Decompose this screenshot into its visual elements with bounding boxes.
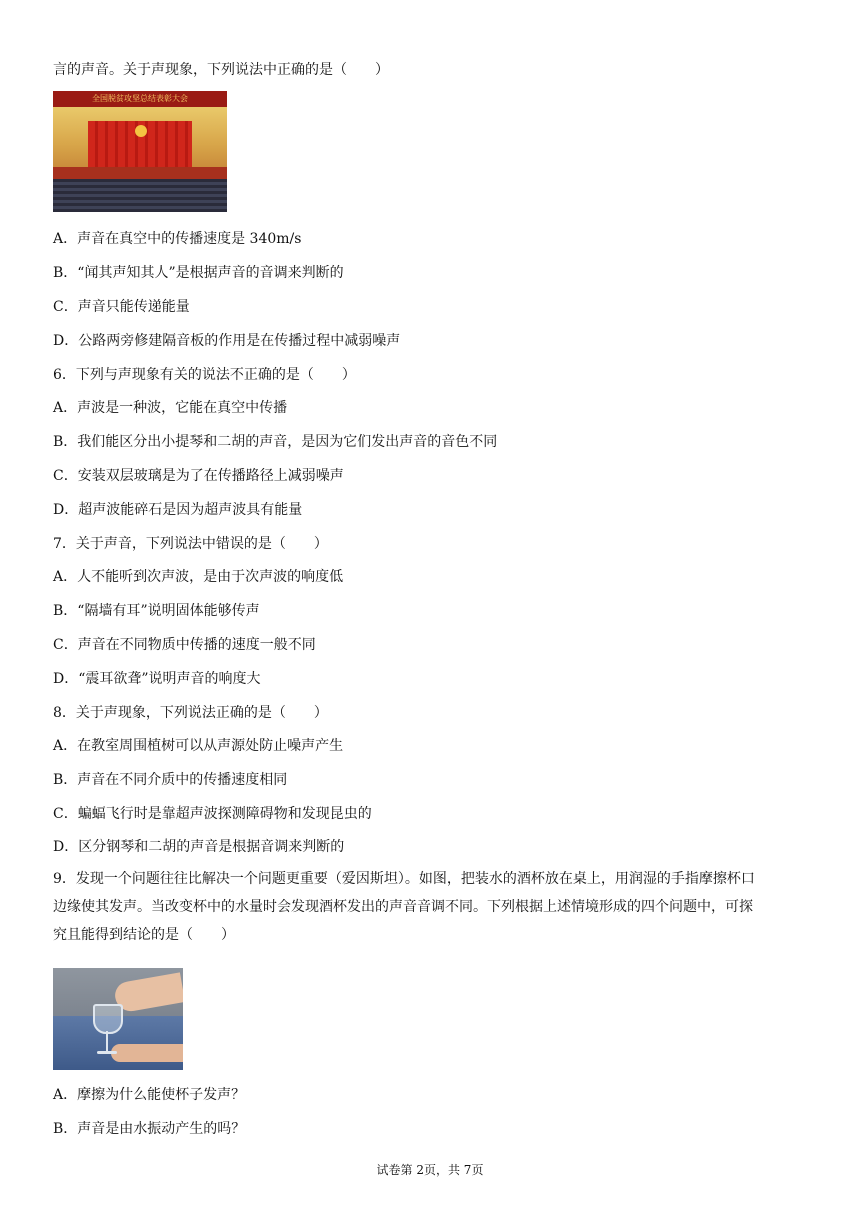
photo-banner: 全国脱贫攻坚总结表彰大会 (53, 91, 227, 107)
q9-stem-line: 9．发现一个问题往往比解决一个问题更重要（爱因斯坦）。如图，把装水的酒杯放在桌上，用润湿的手指摩擦杯口 (53, 871, 755, 887)
q5-option-d: D．公路两旁修建隔音板的作用是在传播过程中减弱噪声 (53, 333, 401, 349)
q6-option-d: D．超声波能碎石是因为超声波具有能量 (53, 502, 303, 518)
q9-stem-line: 边缘使其发声。当改变杯中的水量时会发现酒杯发出的声音音调不同。下列根据上述情境形成的四个问题中，可探 (53, 899, 753, 915)
national-emblem-icon (135, 125, 147, 137)
q6-option-c: C．安装双层玻璃是为了在传播路径上减弱噪声 (53, 468, 344, 484)
stage (53, 167, 227, 179)
q7-stem: 7．关于声音，下列说法中错误的是（ ） (53, 536, 328, 552)
q6-option-b: B．我们能区分出小提琴和二胡的声音，是因为它们发出声音的音色不同 (53, 434, 498, 450)
q7-option-b: B．“隔墙有耳”说明固体能够传声 (53, 603, 260, 619)
q5-option-a: A．声音在真空中的传播速度是 340m/s (53, 231, 302, 247)
q9-option-b: B．声音是由水振动产生的吗？ (53, 1121, 246, 1137)
glass-stem (106, 1031, 108, 1051)
q8-stem: 8．关于声现象，下列说法正确的是（ ） (53, 705, 328, 721)
q8-option-a: A．在教室周围植树可以从声源处防止噪声产生 (53, 738, 344, 754)
page-footer: 试卷第 2页，共 7页 (376, 1163, 484, 1177)
conference-hall-photo (53, 91, 227, 212)
q7-option-d: D．“震耳欲聋”说明声音的响度大 (53, 671, 261, 687)
lower-hand (111, 1044, 183, 1062)
q8-option-d: D．区分钢琴和二胡的声音是根据音调来判断的 (53, 839, 345, 855)
q9-option-a: A．摩擦为什么能使杯子发声？ (53, 1087, 246, 1103)
q5-option-c: C．声音只能传递能量 (53, 299, 190, 315)
q7-option-a: A．人不能听到次声波，是由于次声波的响度低 (53, 569, 344, 585)
q6-stem: 6．下列与声现象有关的说法不正确的是（ ） (53, 367, 356, 383)
upper-hand (113, 972, 183, 1013)
q6-option-a: A．声波是一种波，它能在真空中传播 (53, 400, 288, 416)
q9-stem-line: 究且能得到结论的是（ ） (53, 927, 235, 943)
q7-option-c: C．声音在不同物质中传播的速度一般不同 (53, 637, 316, 653)
q8-option-b: B．声音在不同介质中的传播速度相同 (53, 772, 288, 788)
q5-stem-tail: 言的声音。关于声现象，下列说法中正确的是（ ） (53, 62, 389, 78)
q5-option-b: B．“闻其声知其人”是根据声音的音调来判断的 (53, 265, 344, 281)
wine-glass-icon (93, 1004, 123, 1034)
glass-foot (97, 1051, 117, 1054)
q9-stem (53, 865, 813, 949)
q8-option-c: C．蝙蝠飞行时是靠超声波探测障碍物和发现昆虫的 (53, 806, 372, 822)
wine-glass-photo (53, 968, 183, 1070)
audience (53, 179, 227, 212)
